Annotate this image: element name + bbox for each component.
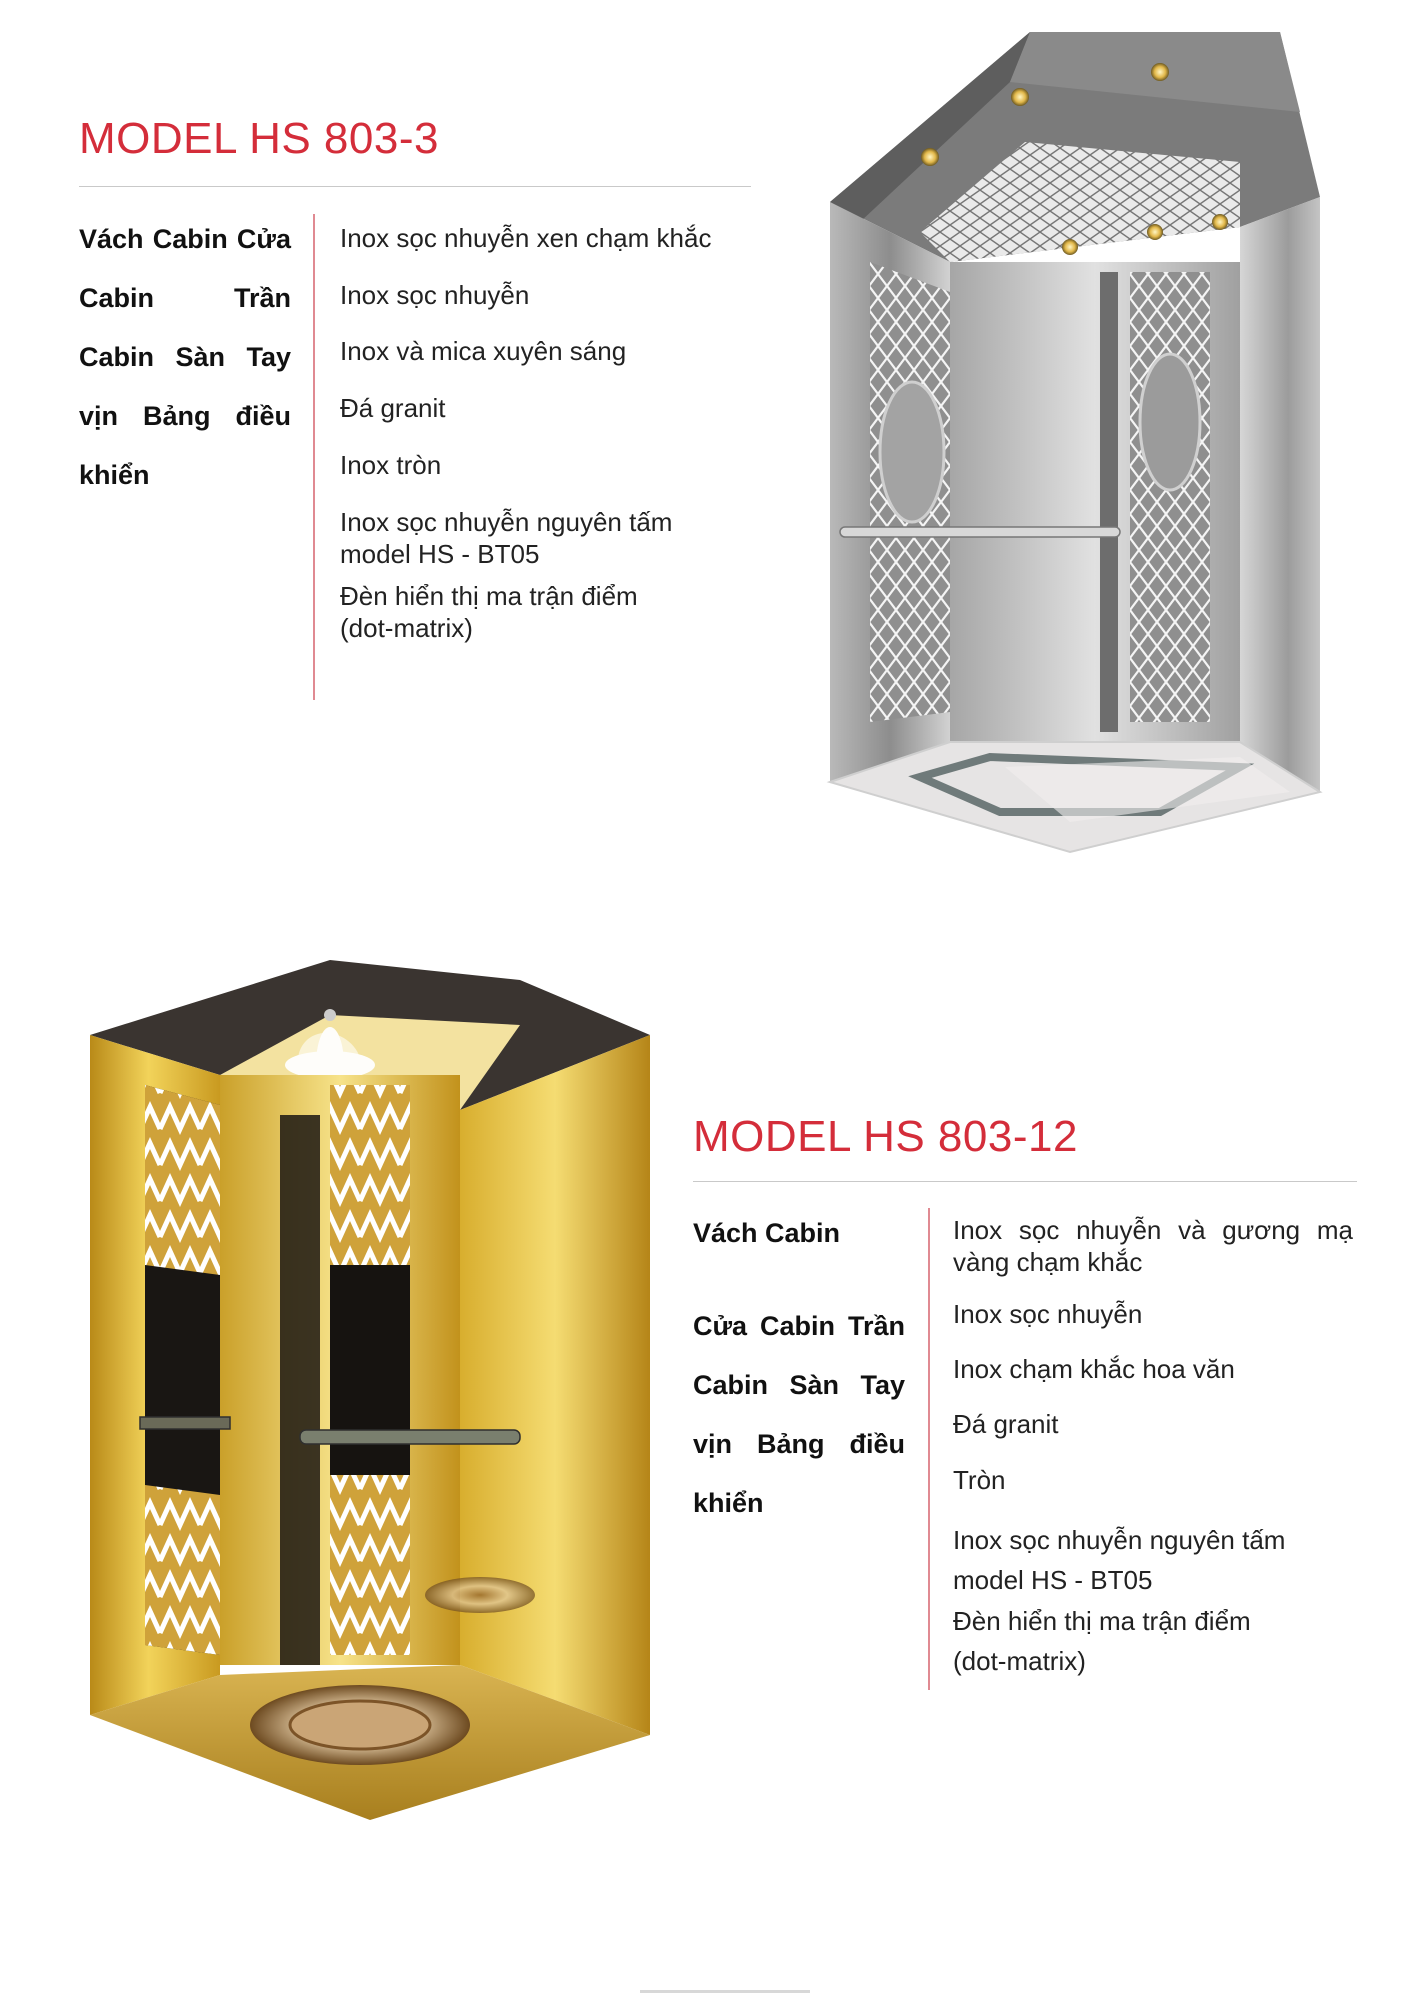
- spec-divider: [928, 1208, 930, 1690]
- spec-value-wall: Inox sọc nhuyễn và gương mạ vàng chạm khắc: [953, 1215, 1353, 1277]
- model-title-hs-803-12: MODEL HS 803-12: [693, 1112, 1078, 1161]
- spec-value-ceiling: Inox và mica xuyên sáng: [340, 336, 627, 366]
- spec-label-first: Vách Cabin: [693, 1218, 841, 1248]
- spec-divider: [313, 214, 315, 700]
- spec-value-display: Đèn hiển thị ma trận điểm (dot-matrix): [340, 581, 638, 643]
- spec-value-ceiling: Inox chạm khắc hoa văn: [953, 1354, 1235, 1384]
- spec-value-handrail: Tròn: [953, 1465, 1006, 1495]
- title-divider: [79, 186, 751, 187]
- spec-value-door: Inox sọc nhuyễn: [340, 280, 530, 310]
- spec-value-door: Inox sọc nhuyễn: [953, 1299, 1143, 1329]
- spec-value-wall: Inox sọc nhuyễn xen chạm khắc: [340, 223, 712, 253]
- spec-value-floor: Đá granit: [953, 1409, 1059, 1439]
- title-divider: [693, 1181, 1357, 1182]
- model-title-hs-803-3: MODEL HS 803-3: [79, 114, 439, 163]
- cabin-image-hs-803-12: [80, 955, 660, 1835]
- spec-value-handrail: Inox tròn: [340, 450, 442, 480]
- cabin-image-hs-803-3: [770, 22, 1370, 872]
- spec-value-panel: Inox sọc nhuyễn nguyên tấm model HS - BT05: [340, 507, 673, 569]
- spec-value-panel: Inox sọc nhuyễn nguyên tấm model HS - BT05: [953, 1525, 1286, 1595]
- spec-value-display: Đèn hiển thị ma trận điểm (dot-matrix): [953, 1606, 1251, 1676]
- page-bottom-line: [640, 1990, 810, 1993]
- spec-value-floor: Đá granit: [340, 393, 446, 423]
- spec-labels: Vách Cabin Cửa Cabin Trần Cabin Sàn Tay vịn Bảng điều khiển: [79, 224, 291, 490]
- spec-labels: Cửa Cabin Trần Cabin Sàn Tay vịn Bảng điều khiển: [693, 1311, 905, 1518]
